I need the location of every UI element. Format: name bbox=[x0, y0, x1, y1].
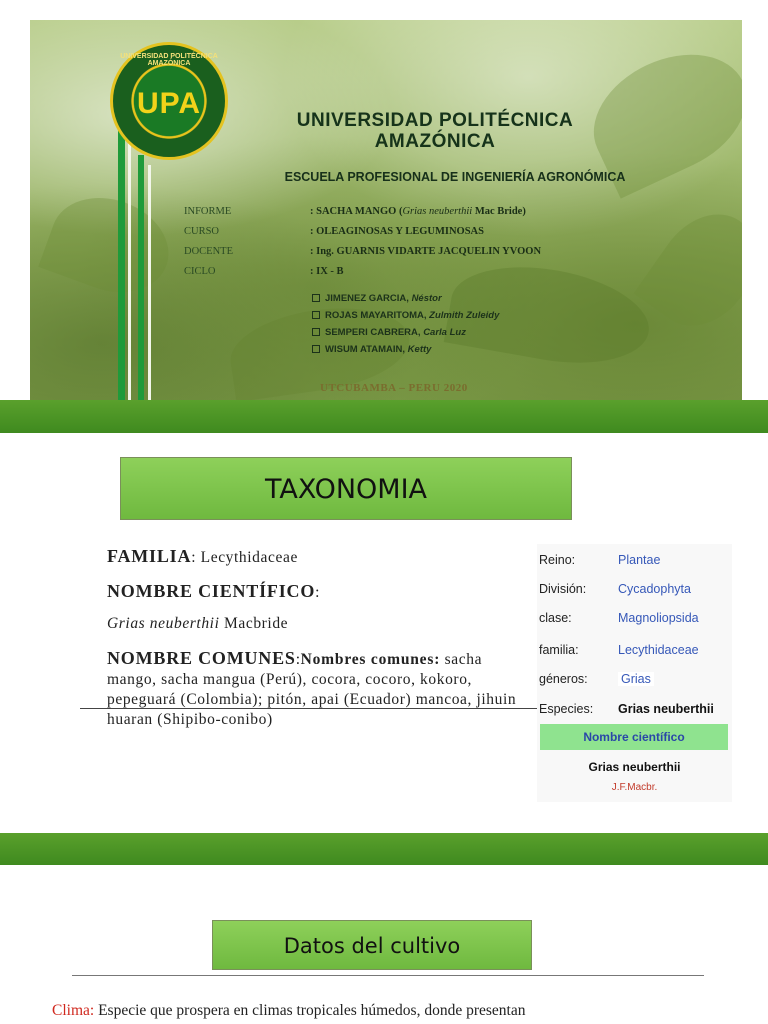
familia-line: FAMILIA: Lecythidaceae bbox=[107, 546, 298, 566]
meta-value-docente: : Ing. GUARNIS VIDARTE JACQUELIN YVOON bbox=[310, 246, 542, 257]
upa-logo bbox=[110, 42, 228, 160]
taxobox-row: Especies: Grias neuberthii bbox=[539, 702, 714, 716]
meta-label-curso: CURSO bbox=[184, 226, 220, 237]
checkbox-icon bbox=[312, 328, 320, 336]
datos-cultivo-heading: Datos del cultivo bbox=[212, 920, 532, 970]
taxobox-link[interactable]: Grias bbox=[618, 672, 654, 686]
taxobox-row: clase: Magnoliopsida bbox=[539, 611, 699, 625]
university-title-line2: AMAZÓNICA bbox=[374, 131, 496, 152]
meta-value-curso: : OLEAGINOSAS Y LEGUMINOSAS bbox=[310, 226, 484, 237]
author-item: JIMENEZ GARCIA, Néstor bbox=[312, 293, 442, 304]
author-item: ROJAS MAYARITOMA, Zulmith Zuleidy bbox=[312, 310, 499, 321]
checkbox-icon bbox=[312, 345, 320, 353]
foliage-decoration bbox=[634, 195, 742, 345]
meta-label-ciclo: CICLO bbox=[184, 266, 216, 277]
checkbox-icon bbox=[312, 311, 320, 319]
meta-label-docente: DOCENTE bbox=[184, 246, 233, 257]
foliage-decoration bbox=[38, 182, 182, 308]
taxobox-link[interactable]: Magnoliopsida bbox=[618, 611, 699, 625]
taxobox-binomial: Grias neuberthii bbox=[588, 760, 681, 774]
logo-ring-text: UNIVERSIDAD POLITÉCNICA AMAZÓNICA bbox=[120, 53, 218, 67]
taxobox-row: géneros: Grias bbox=[537, 665, 732, 693]
meta-label-informe: INFORME bbox=[184, 206, 232, 217]
taxobox-link[interactable]: Lecythidaceae bbox=[618, 643, 699, 657]
taxobox-row: Reino: Plantae bbox=[539, 553, 661, 567]
cover-image bbox=[30, 20, 742, 400]
taxobox-header: Nombre científico bbox=[540, 724, 728, 750]
nombre-comunes-paragraph: NOMBRE COMUNES:Nombres comunes: sacha mango, sacha mangua (Perú), cocora, cocoro, kokoro, pepeguará (Colombia); pitón, apai (Ecuador) mancoa, jihuin huaran (Shipibo-conibo) bbox=[107, 648, 517, 728]
meta-value-informe: : SACHA MANGO (Grias neuberthii Mac Bride) bbox=[310, 206, 526, 217]
species-line: Grias neuberthii Macbride bbox=[107, 615, 289, 632]
decor-stripe bbox=[118, 120, 125, 400]
divider-line bbox=[80, 708, 540, 709]
decor-stripe bbox=[128, 130, 131, 400]
logo-text: UPA bbox=[136, 87, 202, 120]
decor-stripe bbox=[138, 155, 144, 400]
place-date: UTCUBAMBA – PERU 2020 bbox=[320, 382, 468, 394]
taxobox-row: División: Cycadophyta bbox=[539, 582, 691, 596]
taxobox-author[interactable]: J.F.Macbr. bbox=[611, 782, 658, 793]
green-band bbox=[0, 833, 768, 865]
school-name: ESCUELA PROFESIONAL DE INGENIERÍA AGRONÓMICA bbox=[284, 170, 626, 184]
taxobox-row: familia: Lecythidaceae bbox=[539, 643, 699, 657]
taxobox-link[interactable]: Cycadophyta bbox=[618, 582, 691, 596]
decor-stripe bbox=[148, 165, 151, 400]
green-band bbox=[0, 400, 768, 433]
taxobox bbox=[537, 544, 732, 802]
taxonomia-heading: TAXONOMIA bbox=[120, 457, 572, 520]
meta-value-ciclo: : IX - B bbox=[310, 266, 344, 277]
author-item: WISUM ATAMAIN, Ketty bbox=[312, 344, 431, 355]
author-item: SEMPERI CABRERA, Carla Luz bbox=[312, 327, 466, 338]
nombre-cientifico-line: NOMBRE CIENTÍFICO: bbox=[107, 581, 321, 601]
university-title-line1: UNIVERSIDAD POLITÉCNICA bbox=[296, 110, 574, 131]
divider-line bbox=[72, 975, 704, 976]
clima-paragraph: Clima: Especie que prospera en climas tropicales húmedos, donde presentan bbox=[52, 1002, 526, 1019]
checkbox-icon bbox=[312, 294, 320, 302]
taxobox-link[interactable]: Plantae bbox=[618, 553, 661, 567]
